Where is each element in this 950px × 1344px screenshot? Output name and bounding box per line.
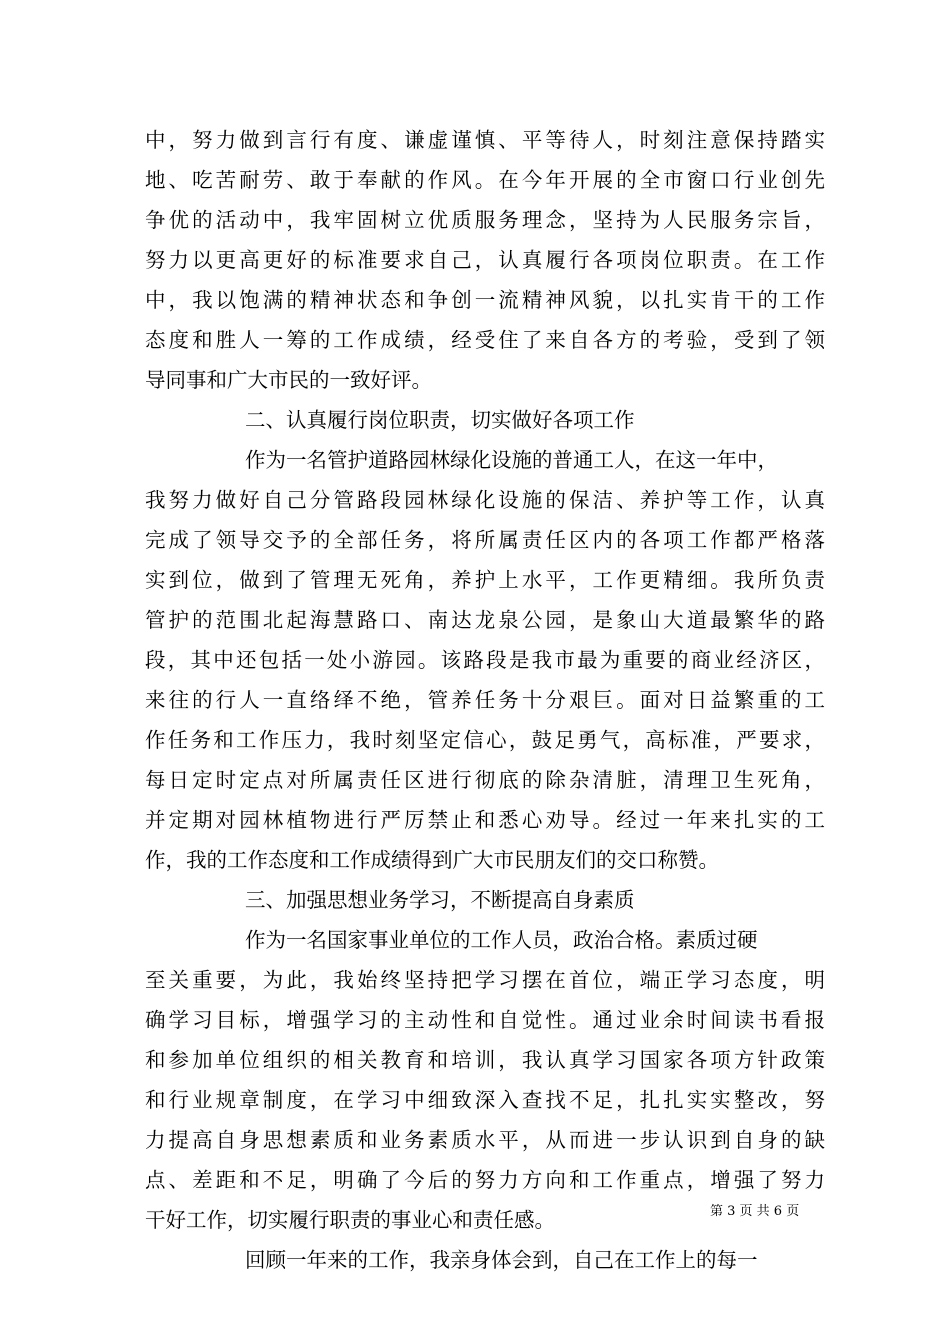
text-line: 至关重要，为此，我始终坚持把学习摆在首位，端正学习态度，明 xyxy=(145,968,825,992)
text-line: 每日定时定点对所属责任区进行彻底的除杂清脏，清理卫生死角， xyxy=(145,768,825,792)
text-line: 完成了领导交予的全部任务，将所属责任区内的各项工作都严格落 xyxy=(145,528,825,552)
text-line: 确学习目标，增强学习的主动性和自觉性。通过业余时间读书看报 xyxy=(145,1008,825,1032)
text-line: 干好工作，切实履行职责的事业心和责任感。 xyxy=(145,1208,555,1232)
text-line: 作为一名管护道路园林绿化设施的普通工人，在这一年中， xyxy=(245,448,778,472)
text-line: 争优的活动中，我牢固树立优质服务理念，坚持为人民服务宗旨， xyxy=(145,208,825,232)
text-line: 回顾一年来的工作，我亲身体会到，自己在工作上的每一 xyxy=(245,1248,758,1272)
text-line: 导同事和广大市民的一致好评。 xyxy=(145,368,432,392)
text-line: 努力以更高更好的标准要求自己，认真履行各项岗位职责。在工作 xyxy=(145,248,825,272)
text-line: 点、差距和不足，明确了今后的努力方向和工作重点，增强了努力 xyxy=(145,1168,825,1192)
text-line: 管护的范围北起海慧路口、南达龙泉公园，是象山大道最繁华的路 xyxy=(145,608,825,632)
text-line: 中，我以饱满的精神状态和争创一流精神风貌，以扎实肯干的工作 xyxy=(145,288,825,312)
text-line: 来往的行人一直络绎不绝，管养任务十分艰巨。面对日益繁重的工 xyxy=(145,688,825,712)
text-line: 并定期对园林植物进行严厉禁止和悉心劝导。经过一年来扎实的工 xyxy=(145,808,825,832)
text-line: 中，努力做到言行有度、谦虚谨慎、平等待人，时刻注意保持踏实 xyxy=(145,128,825,152)
section-heading: 三、加强思想业务学习，不断提高自身素质 xyxy=(245,888,635,912)
text-line: 我努力做好自己分管路段园林绿化设施的保洁、养护等工作，认真 xyxy=(145,488,825,512)
text-line: 和行业规章制度，在学习中细致深入查找不足，扎扎实实整改，努 xyxy=(145,1088,825,1112)
text-line: 作，我的工作态度和工作成绩得到广大市民朋友们的交口称赞。 xyxy=(145,848,719,872)
text-line: 作为一名国家事业单位的工作人员，政治合格。素质过硬 xyxy=(245,928,758,952)
page-number: 第 3 页 共 6 页 xyxy=(710,1204,800,1219)
section-heading: 二、认真履行岗位职责，切实做好各项工作 xyxy=(245,408,635,432)
text-line: 段，其中还包括一处小游园。该路段是我市最为重要的商业经济区， xyxy=(145,648,825,672)
text-line: 实到位，做到了管理无死角，养护上水平，工作更精细。我所负责 xyxy=(145,568,825,592)
text-line: 和参加单位组织的相关教育和培训，我认真学习国家各项方针政策 xyxy=(145,1048,825,1072)
text-line: 态度和胜人一筹的工作成绩，经受住了来自各方的考验，受到了领 xyxy=(145,328,825,352)
text-line: 地、吃苦耐劳、敢于奉献的作风。在今年开展的全市窗口行业创先 xyxy=(145,168,825,192)
text-line: 力提高自身思想素质和业务素质水平，从而进一步认识到自身的缺 xyxy=(145,1128,825,1152)
text-line: 作任务和工作压力，我时刻坚定信心，鼓足勇气，高标准，严要求， xyxy=(145,728,825,752)
body-text xyxy=(145,120,825,1280)
